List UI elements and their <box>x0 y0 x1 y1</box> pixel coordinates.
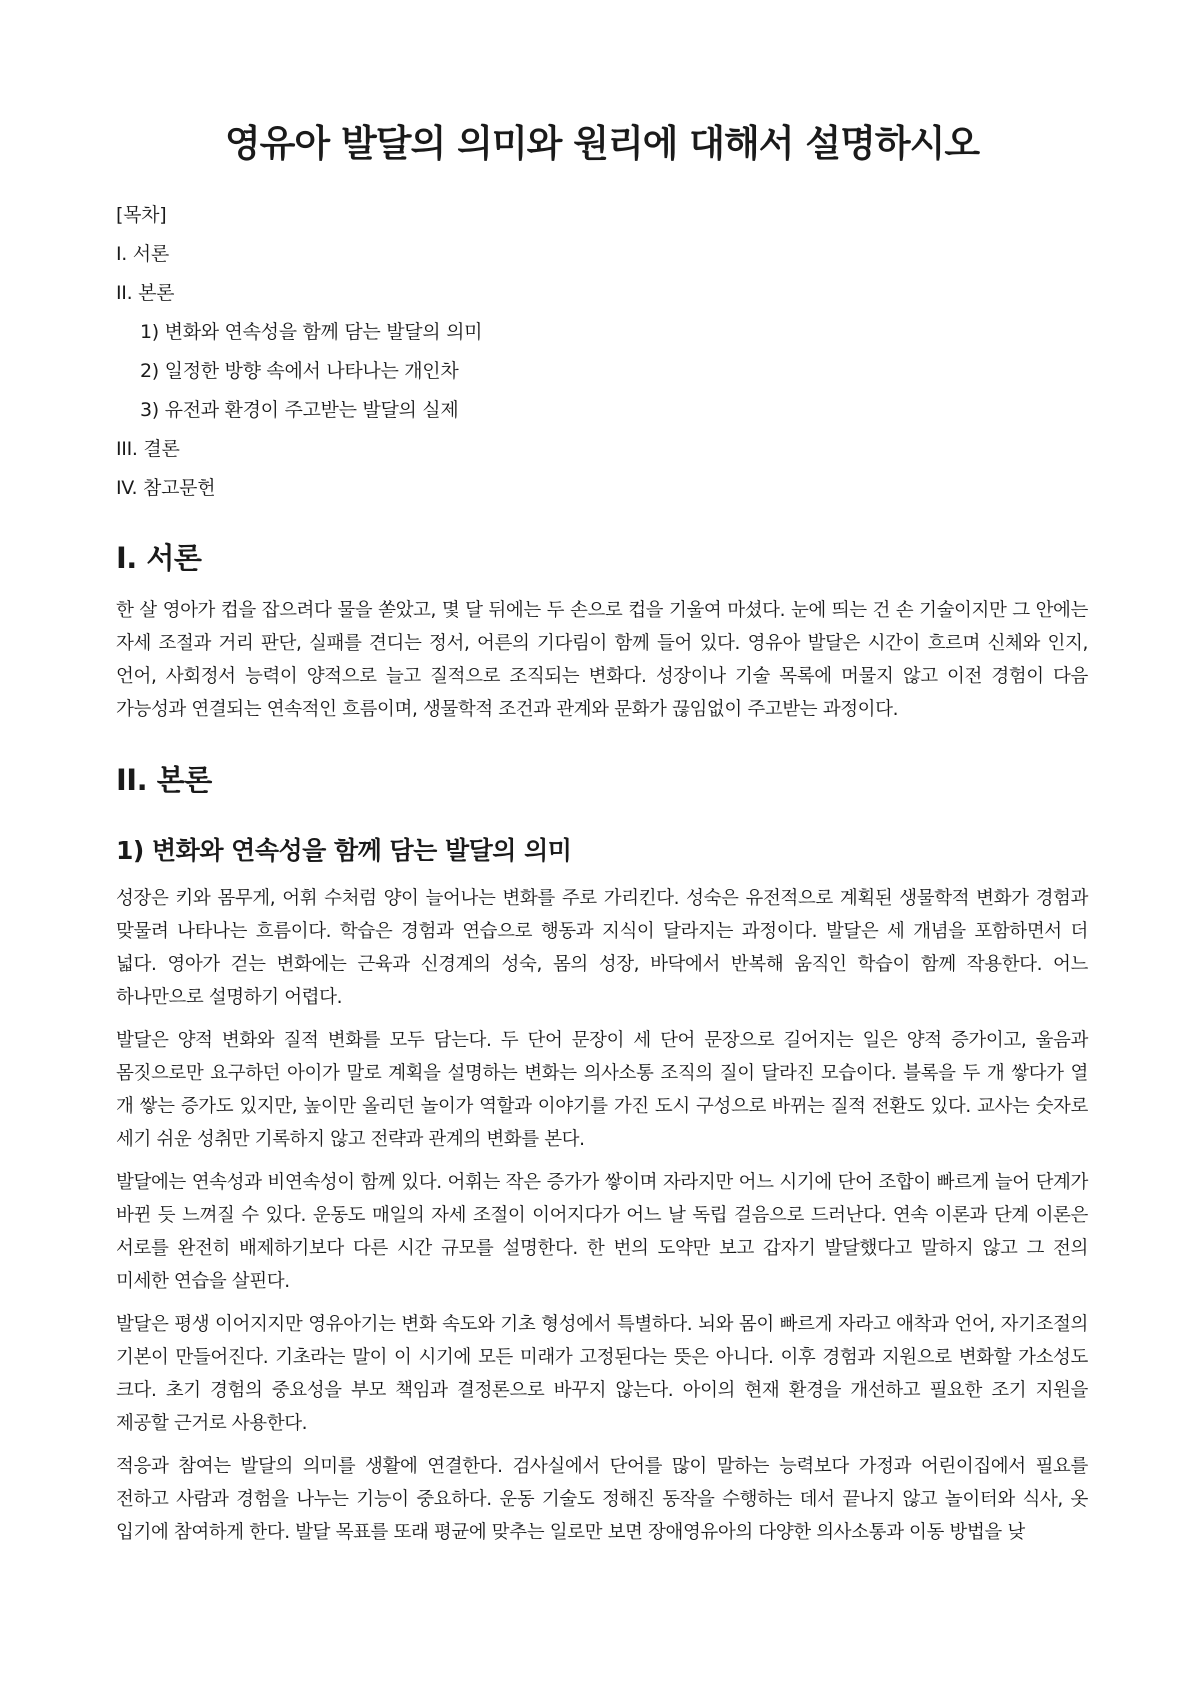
section-heading-intro: I. 서론 <box>116 541 202 575</box>
body-paragraph: 발달은 양적 변화와 질적 변화를 모두 담는다. 두 단어 문장이 세 단어 문장으로 길어지는 일은 양적 증가이고, 울음과 몸짓으로만 요구하던 아이가 말로 계획을 설명하는 변화는 의사소통 조직의 질이 달라진 모습이다. 블록을 두 개 쌓다가 열 개 쌓는 증가도 있지만, 높이만 올리던 놀이가 역할과 이야기를 가진 도시 구성으로 바뀌는 질적 전환도 있다. 교사는 숫자로 세기 쉬운 성취만 기록하지 않고 전략과 관계의 변화를 본다. <box>116 1030 1088 1150</box>
body-paragraph: 적응과 참여는 발달의 의미를 생활에 연결한다. 검사실에서 단어를 많이 말하는 능력보다 가정과 어린이집에서 필요를 전하고 사람과 경험을 나누는 기능이 중요하다. 운동 기술도 정해진 동작을 수행하는 데서 끝나지 않고 놀이터와 식사, 옷 입기에 참여하게 한다. 발달 목표를 또래 평균에 맞추는 일로만 보면 장애영유아의 다양한 의사소통과 이동 방법을 낮 <box>116 1456 1088 1543</box>
section-heading-body: II. 본론 <box>116 763 212 797</box>
table-of-contents <box>116 196 1088 508</box>
toc-heading: [목차] <box>116 204 167 226</box>
body-paragraph: 성장은 키와 몸무게, 어휘 수처럼 양이 늘어나는 변화를 주로 가리킨다. 성숙은 유전적으로 계획된 생물학적 변화가 경험과 맞물려 나타나는 흐름이다. 학습은 경험과 연습으로 행동과 지식이 달라지는 과정이다. 발달은 세 개념을 포함하면서 더 넓다. 영아가 걷는 변화에는 근육과 신경계의 성숙, 몸의 성장, 바닥에서 반복해 움직인 학습이 함께 작용한다. 어느 하나만으로 설명하기 어렵다. <box>116 888 1088 1008</box>
document-title: 영유아 발달의 의미와 원리에 대해서 설명하시오 <box>224 122 980 165</box>
toc-item-conclusion: III. 결론 <box>116 438 180 460</box>
toc-item-references: IV. 참고문헌 <box>116 477 216 499</box>
toc-item-body: II. 본론 <box>116 282 175 304</box>
toc-item-body-1: 1) 변화와 연속성을 함께 담는 발달의 의미 <box>140 321 483 343</box>
body-paragraph: 발달에는 연속성과 비연속성이 함께 있다. 어휘는 작은 증가가 쌓이며 자라지만 어느 시기에 단어 조합이 빠르게 늘어 단계가 바뀐 듯 느껴질 수 있다. 운동도 매일의 자세 조절이 이어지다가 어느 날 독립 걸음으로 드러난다. 연속 이론과 단계 이론은 서로를 완전히 배제하기보다 다른 시간 규모를 설명한다. 한 번의 도약만 보고 갑자기 발달했다고 말하지 않고 그 전의 미세한 연습을 살핀다. <box>116 1172 1088 1292</box>
intro-paragraph: 한 살 영아가 컵을 잡으려다 물을 쏟았고, 몇 달 뒤에는 두 손으로 컵을 기울여 마셨다. 눈에 띄는 건 손 기술이지만 그 안에는 자세 조절과 거리 판단, 실패를 견디는 정서, 어른의 기다림이 함께 들어 있다. 영유아 발달은 시간이 흐르며 신체와 인지, 언어, 사회정서 능력이 양적으로 늘고 질적으로 조직되는 변화다. 성장이나 기술 목록에 머물지 않고 이전 경험이 다음 가능성과 연결되는 연속적인 흐름이며, 생물학적 조건과 관계와 문화가 끊임없이 주고받는 과정이다. <box>116 600 1088 720</box>
subsection-heading-1: 1) 변화와 연속성을 함께 담는 발달의 의미 <box>116 836 572 865</box>
body-paragraph: 발달은 평생 이어지지만 영유아기는 변화 속도와 기초 형성에서 특별하다. 뇌와 몸이 빠르게 자라고 애착과 언어, 자기조절의 기본이 만들어진다. 기초라는 말이 이 시기에 모든 미래가 고정된다는 뜻은 아니다. 이후 경험과 지원으로 변화할 가소성도 크다. 초기 경험의 중요성을 부모 책임과 결정론으로 바꾸지 않는다. 아이의 현재 환경을 개선하고 필요한 조기 지원을 제공할 근거로 사용한다. <box>116 1314 1088 1434</box>
toc-item-body-3: 3) 유전과 환경이 주고받는 발달의 실제 <box>140 399 459 421</box>
toc-item-body-2: 2) 일정한 방향 속에서 나타나는 개인차 <box>140 360 459 382</box>
toc-item-intro: I. 서론 <box>116 243 169 265</box>
